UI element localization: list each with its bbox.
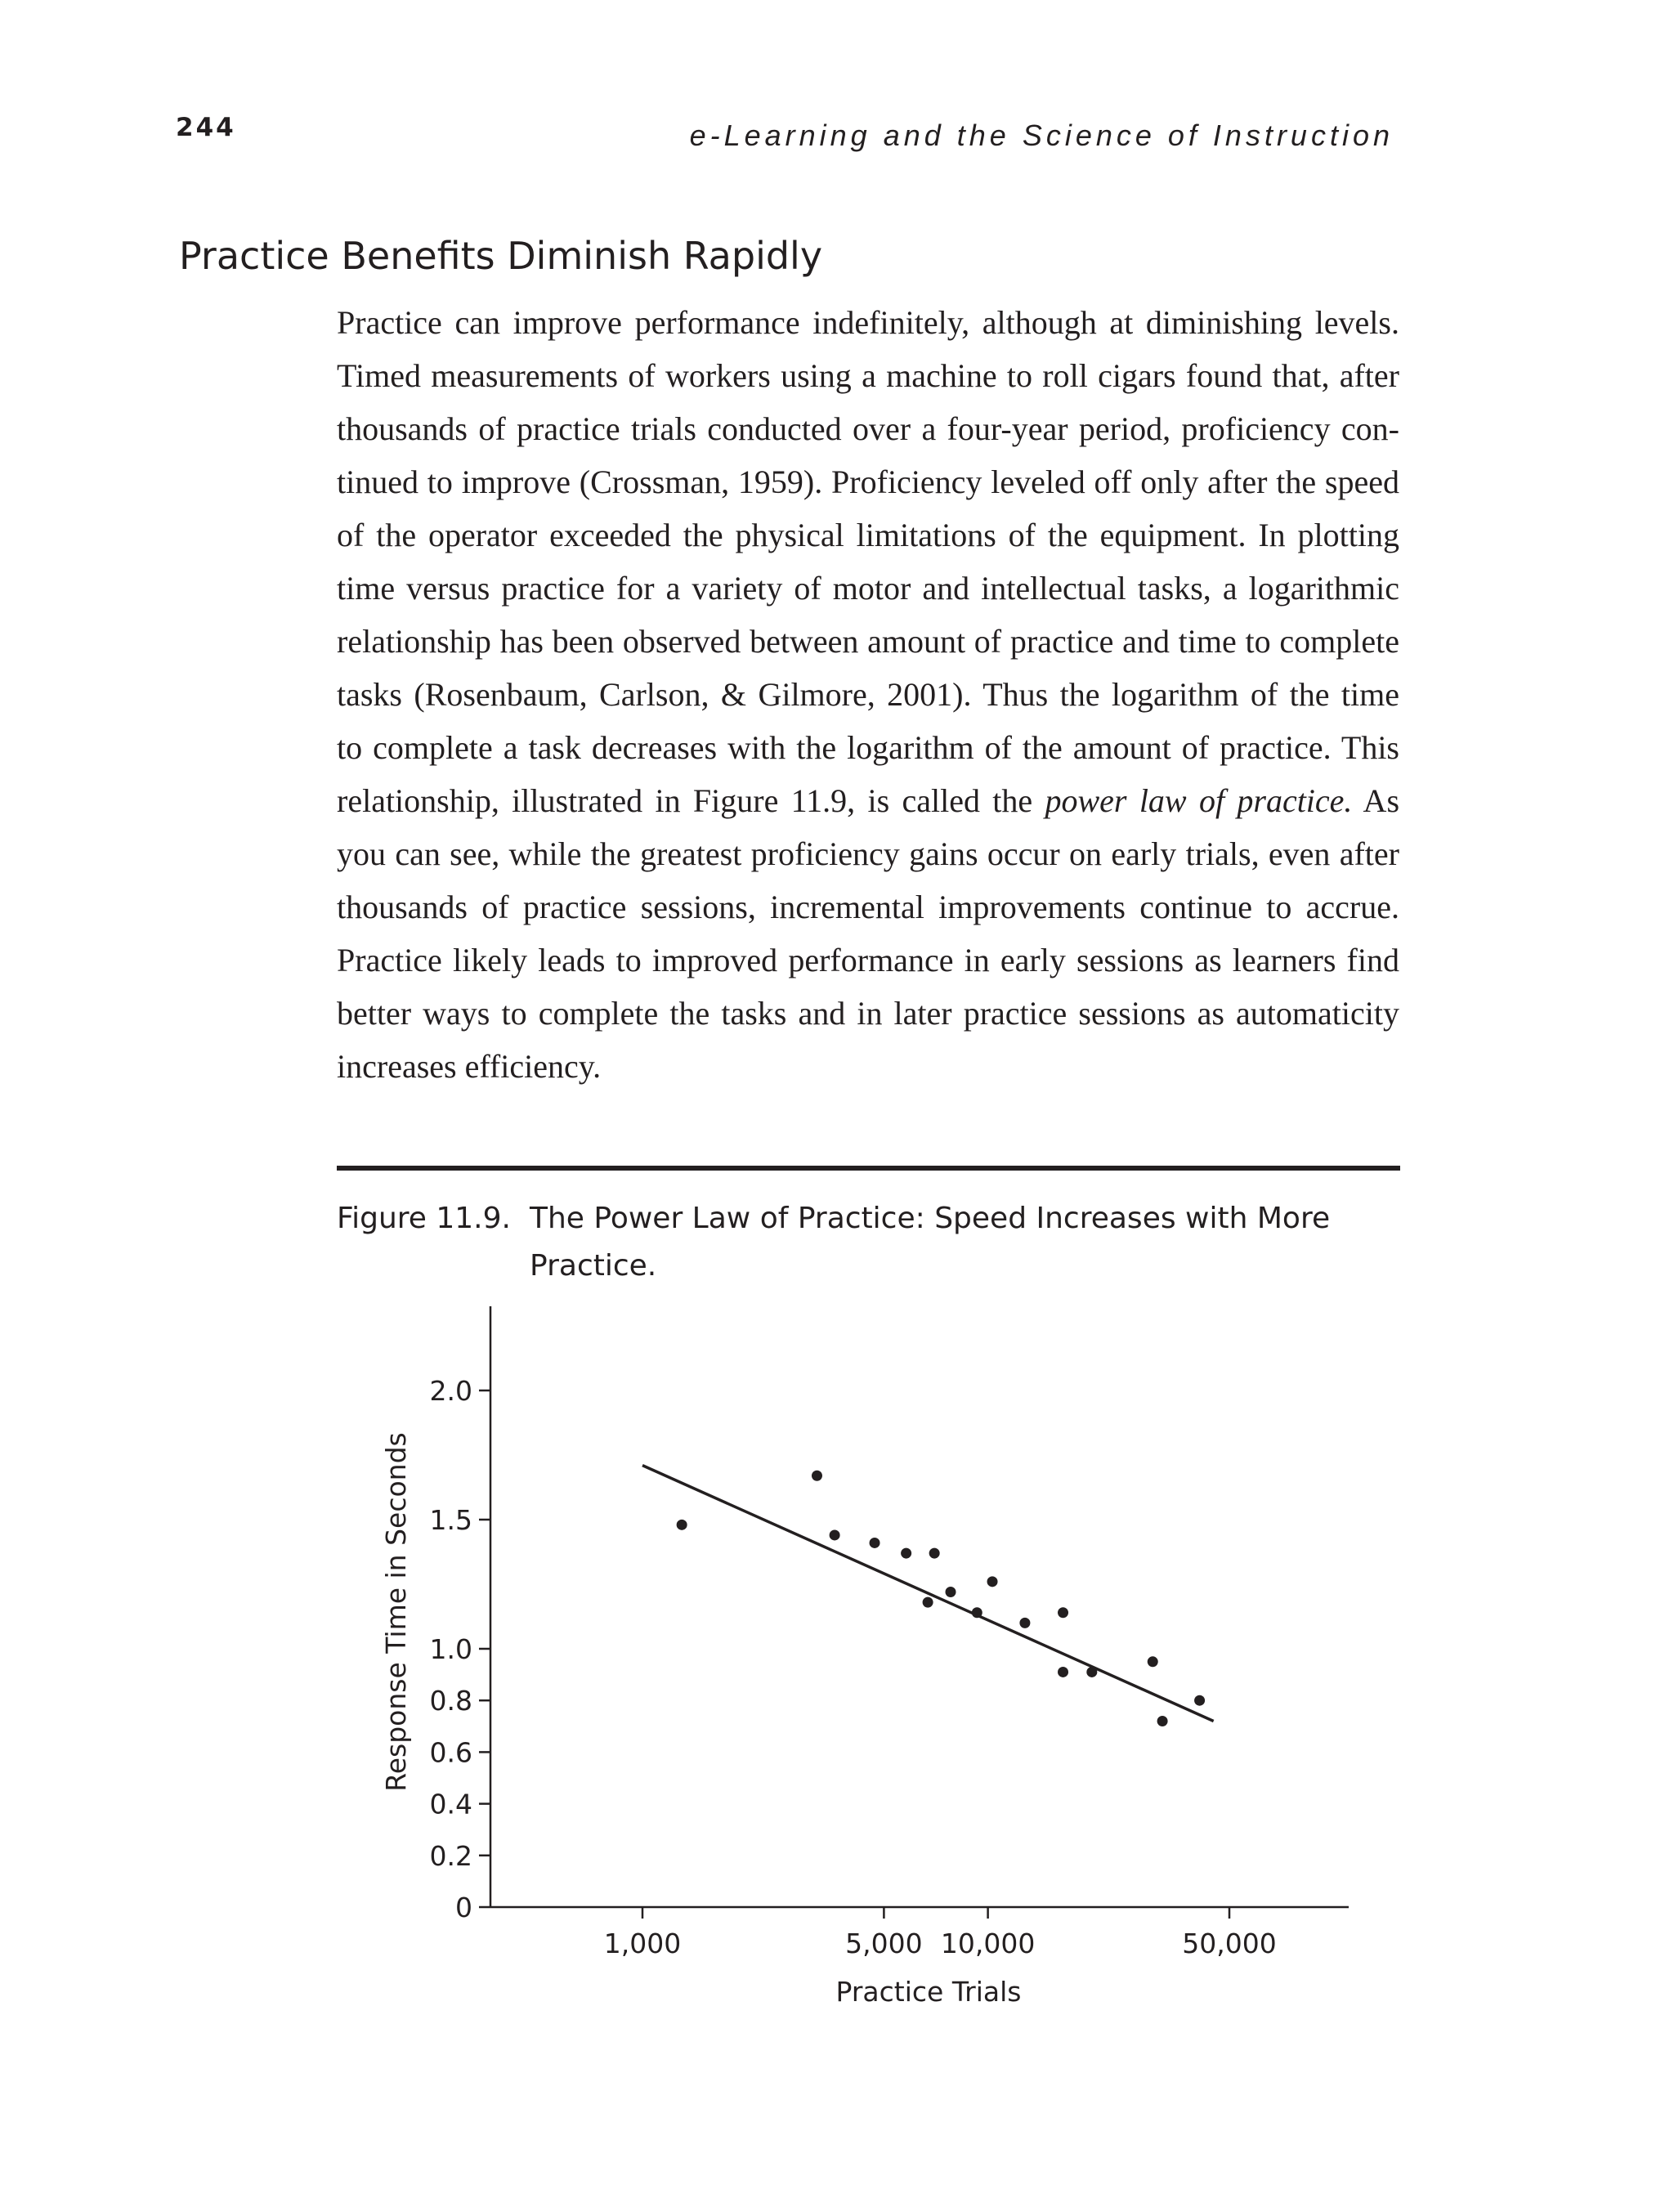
data-point [1058, 1607, 1068, 1618]
body-line: tasks (Rosenbaum, Carlson, & Gilmore, 2001). Thus the logarithm of the time [337, 676, 1399, 713]
body-line: relationship has been observed between amount of practice and time to complete [337, 623, 1399, 660]
y-tick-label: 0.2 [429, 1839, 472, 1872]
data-point [1019, 1618, 1030, 1628]
running-head: e-Learning and the Science of Instruction [689, 119, 1394, 152]
section-heading: Practice Benefits Diminish Rapidly [179, 234, 823, 278]
data-point [677, 1520, 687, 1530]
body-line: thousands of practice trials conducted over a four-year period, proficiency con- [337, 410, 1399, 447]
body-line: tinued to improve (Crossman, 1959). Proficiency leveled off only after the speed [337, 463, 1399, 500]
page-number: 244 [176, 113, 236, 142]
data-point [1148, 1656, 1158, 1667]
data-point [1086, 1667, 1097, 1677]
data-point [901, 1548, 911, 1559]
y-tick-label: 0.8 [429, 1685, 472, 1717]
data-point [987, 1576, 998, 1587]
data-point [1194, 1695, 1205, 1706]
y-tick-label: 1.5 [429, 1504, 472, 1536]
body-line: Practice likely leads to improved performance in early sessions as learners find [337, 942, 1399, 978]
term-power-law-of-practice: power law of practice. [1045, 782, 1353, 819]
data-point [1058, 1667, 1068, 1677]
chart-axes [490, 1306, 1349, 1907]
x-tick-label: 50,000 [1182, 1928, 1277, 1959]
body-line: better ways to complete the tasks and in later practice sessions as automaticity [337, 995, 1399, 1032]
x-tick-label: 10,000 [940, 1928, 1036, 1959]
data-point [929, 1548, 940, 1559]
y-axis-label: Response Time in Seconds [380, 1432, 412, 1792]
data-point [923, 1597, 933, 1608]
data-point [946, 1587, 956, 1597]
body-text-segment: relationship, illustrated in Figure 11.9, is called the [337, 782, 1045, 819]
y-tick-label: 0 [455, 1892, 472, 1923]
x-axis-label: Practice Trials [835, 1976, 1022, 2008]
data-point [812, 1471, 822, 1481]
chart-ticks [430, 1375, 1277, 1959]
body-line: thousands of practice sessions, incremental improvements continue to accrue. [337, 889, 1399, 925]
data-point [870, 1538, 880, 1548]
y-tick-label: 0.4 [429, 1788, 472, 1820]
figure-title: The Power Law of Practice: Speed Increases with More Practice. [530, 1202, 1331, 1283]
body-line: Practice can improve performance indefinitely, although at diminishing levels. [337, 304, 1399, 341]
trend-line [642, 1466, 1214, 1722]
y-tick-label: 0.6 [429, 1736, 472, 1769]
body-line: of the operator exceeded the physical limitations of the equipment. In plotting [337, 517, 1399, 553]
body-line: you can see, while the greatest proficiency gains occur on early trials, even after [337, 835, 1399, 872]
figure-label: Figure 11.9. [337, 1202, 511, 1235]
chart-trend-line [642, 1466, 1214, 1722]
y-tick-label: 2.0 [429, 1375, 472, 1407]
data-point [972, 1607, 982, 1618]
data-point [830, 1529, 840, 1540]
data-point [1157, 1716, 1168, 1726]
x-tick-label: 1,000 [603, 1928, 682, 1959]
body-line: increases efficiency. [337, 1048, 602, 1085]
body-line: Timed measurements of workers using a machine to roll cigars found that, after [337, 357, 1399, 394]
body-line: to complete a task decreases with the logarithm of the amount of practice. This [337, 729, 1399, 766]
y-tick-label: 1.0 [429, 1633, 472, 1665]
body-line: time versus practice for a variety of motor and intellectual tasks, a logarithmic [337, 570, 1399, 607]
body-text-segment: As [1352, 782, 1400, 819]
x-tick-label: 5,000 [845, 1928, 923, 1959]
